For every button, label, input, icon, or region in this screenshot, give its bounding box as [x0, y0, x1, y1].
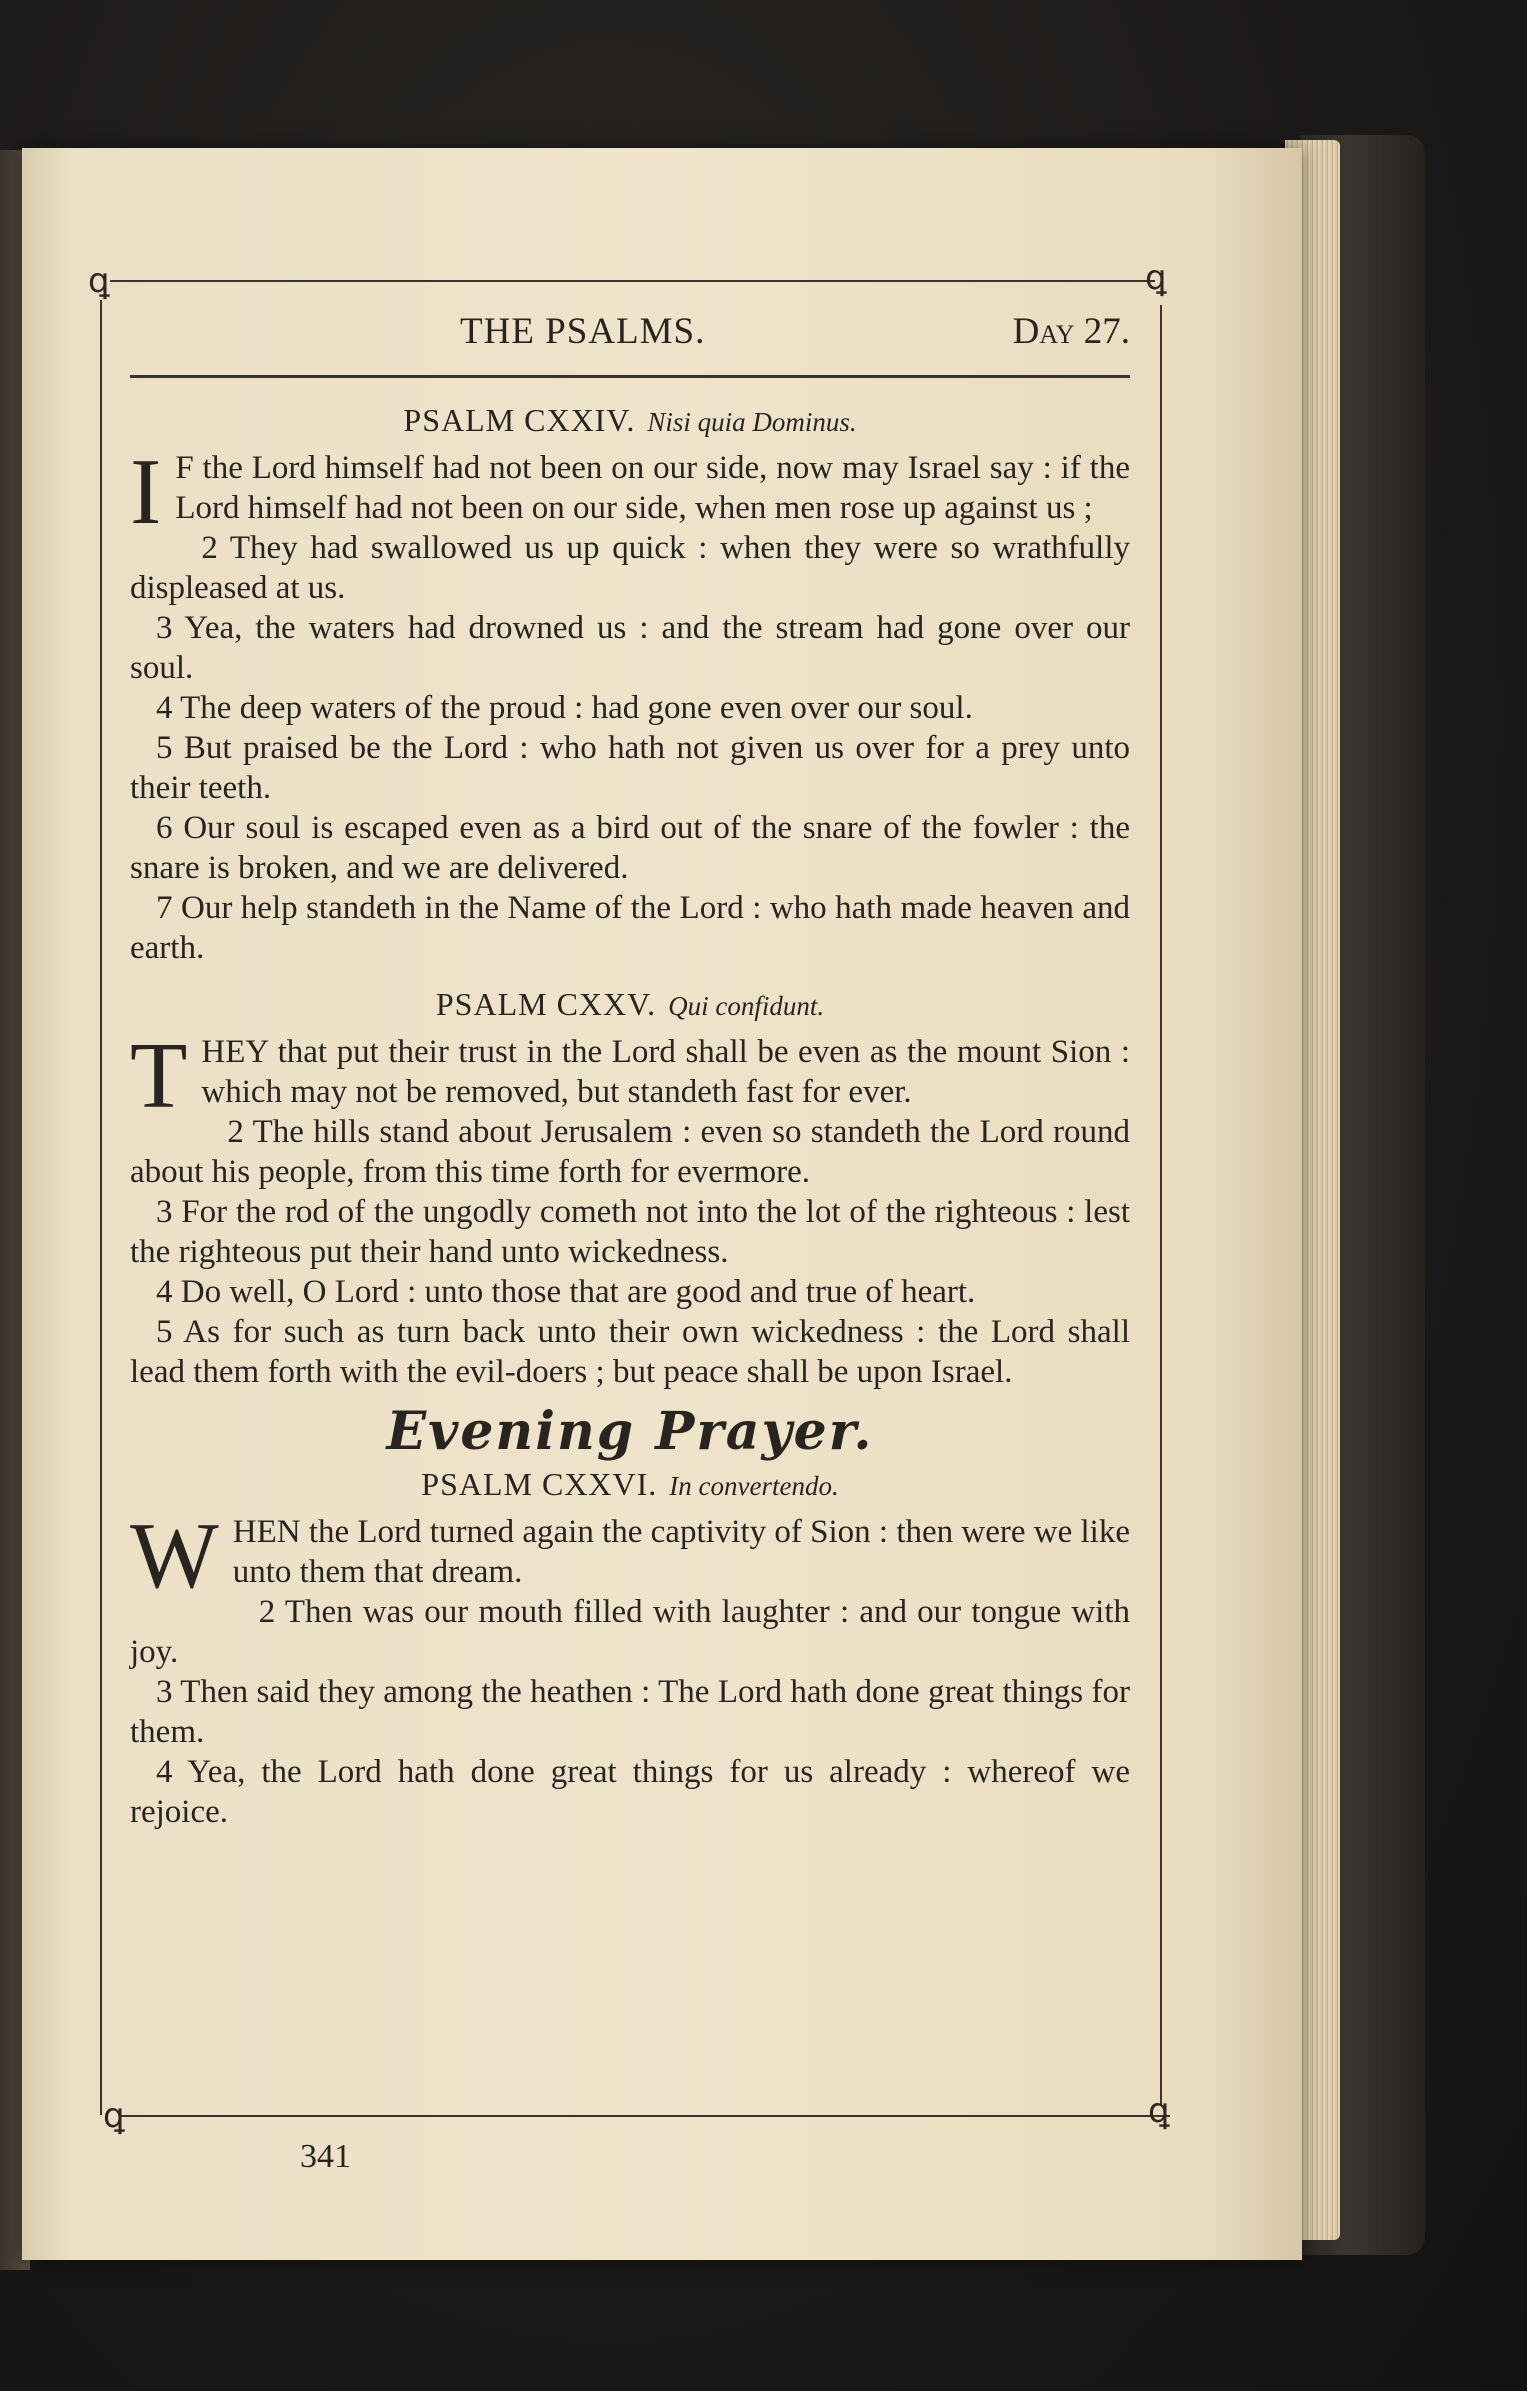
- frame-left-rule: [100, 300, 102, 2115]
- verse: 4 The deep waters of the proud : had gone even over our soul.: [156, 690, 973, 726]
- frame-bottom-rule: [120, 2115, 1170, 2117]
- header-day: Day 27.: [1012, 311, 1130, 352]
- psalm-126-first-text: HEN the Lord turned again the captivity of Sion : then were we like unto them that dream.: [232, 1514, 1130, 1590]
- psalm-124-latin: Nisi quia Dominus.: [647, 407, 857, 437]
- ornament-bottom-right: ꝗ: [1148, 2093, 1170, 2130]
- verse: 2 The hills stand about Jerusalem : even so standeth the Lord round about his people, from this time forth for evermore.: [130, 1114, 1130, 1190]
- psalm-124-verse-1: [130, 440, 1130, 544]
- ornament-top-right: ꝗ: [1145, 260, 1167, 297]
- evening-prayer-heading: Evening Prayer.: [386, 1401, 874, 1462]
- psalm-126-title: [130, 1464, 1130, 1506]
- psalm-125-number: PSALM CXXV.: [435, 986, 657, 1022]
- page-text: [130, 388, 1130, 1832]
- psalm-126-latin: In convertendo.: [669, 1471, 839, 1501]
- page-number: 341: [300, 2138, 351, 2175]
- frame-top-rule: [110, 280, 1155, 282]
- ornament-bottom-left: ꝗ: [103, 2098, 125, 2135]
- psalm-126-number: PSALM CXXVI.: [421, 1466, 658, 1502]
- verse: 5 As for such as turn back unto their own wickedness : the Lord shall lead them forth with the evil-doers ; but peace shall be upon Israel.: [130, 1314, 1130, 1390]
- psalm-124-first-text: F the Lord himself had not been on our side, now may Israel say : if the Lord himself had not been on our side, when men rose up against us ;: [175, 450, 1130, 526]
- verse: 2 Then was our mouth filled with laughter : and our tongue with joy.: [130, 1594, 1130, 1670]
- psalm-124-title: [130, 400, 1130, 442]
- verse: 7 Our help standeth in the Name of the Lord : who hath made heaven and earth.: [130, 890, 1130, 966]
- psalm-125-verse-1: [130, 1024, 1130, 1128]
- drop-cap: W: [130, 1504, 219, 1608]
- verse: 5 But praised be the Lord : who hath not given us over for a prey unto their teeth.: [130, 730, 1130, 806]
- psalm-125-latin: Qui confidunt.: [668, 991, 825, 1021]
- header-rule: [130, 375, 1130, 378]
- frame-right-rule: [1160, 305, 1162, 2105]
- psalm-126-verse-1: [130, 1504, 1130, 1608]
- verse: 3 For the rod of the ungodly cometh not into the lot of the righteous : lest the righteous put their hand unto wickedness.: [130, 1194, 1130, 1270]
- ornament-top-left: ꝗ: [88, 263, 110, 300]
- running-header: [130, 310, 1130, 365]
- verse: 4 Yea, the Lord hath done great things for us already : whereof we rejoice.: [130, 1754, 1130, 1830]
- psalm-124-number: PSALM CXXIV.: [403, 402, 636, 438]
- verse: 2 They had swallowed us up quick : when they were so wrathfully displeased at us.: [130, 530, 1130, 606]
- verse: 3 Then said they among the heathen : The Lord hath done great things for them.: [130, 1674, 1130, 1750]
- drop-cap: T: [130, 1024, 188, 1128]
- psalm-125-title: [130, 984, 1130, 1026]
- verse: 4 Do well, O Lord : unto those that are good and true of heart.: [156, 1274, 976, 1310]
- psalm-125-first-text: HEY that put their trust in the Lord shall be even as the mount Sion : which may not be removed, but standeth fast for ever.: [201, 1034, 1130, 1110]
- drop-cap: I: [130, 440, 162, 544]
- header-title: THE PSALMS.: [460, 311, 706, 352]
- verse: 3 Yea, the waters had drowned us : and the stream had gone over our soul.: [130, 610, 1130, 686]
- verse: 6 Our soul is escaped even as a bird out of the snare of the fowler : the snare is broken, and we are delivered.: [130, 810, 1130, 886]
